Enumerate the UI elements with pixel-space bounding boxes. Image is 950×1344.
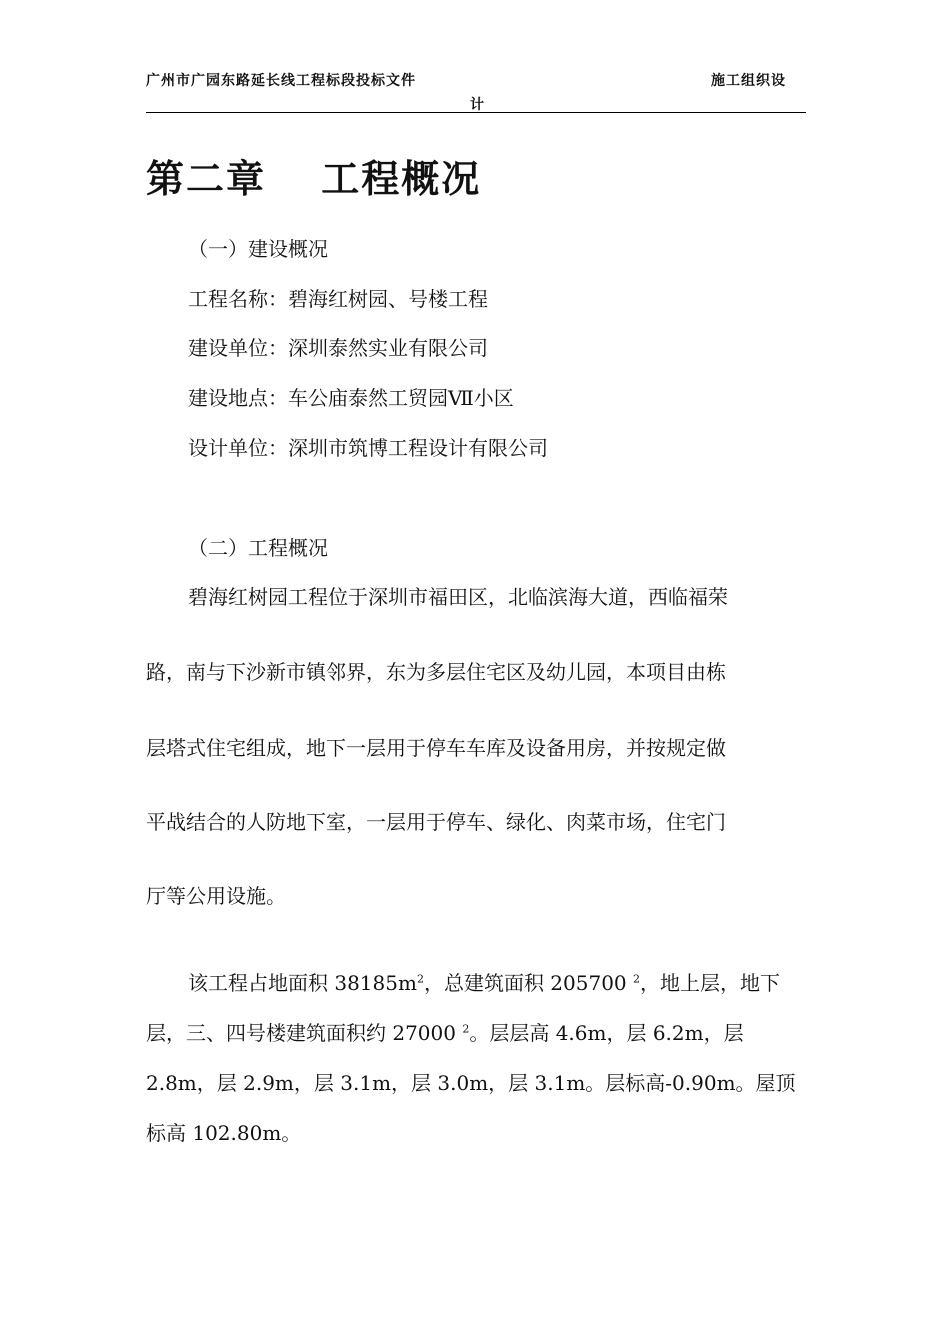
- chapter-title: 第二章 工程概况: [146, 157, 482, 201]
- header-right-title: 施工组织设: [711, 73, 786, 89]
- area-line-2: [146, 1017, 744, 1046]
- section-heading-1: （一）建设概况: [188, 237, 328, 261]
- design-unit: 设计单位：深圳市筑博工程设计有限公司: [188, 436, 548, 460]
- area-text: 层，三、四号楼建筑面积约 27000: [146, 1021, 463, 1045]
- superscript: 2: [462, 1022, 470, 1036]
- project-name: 工程名称：碧海红树园、号楼工程: [188, 287, 488, 311]
- area-line-4: 标高 102.80m。: [146, 1121, 302, 1145]
- area-text: ，地上层，地下: [640, 971, 781, 995]
- overview-line-3: 层塔式住宅组成，地下一层用于停车车库及设备用房，并按规定做: [146, 736, 726, 760]
- area-text: 。层层高 4.6m，层 6.2m，层: [469, 1021, 744, 1045]
- area-text: ，总建筑面积 205700: [423, 971, 634, 995]
- overview-line-4: 平战结合的人防地下室，一层用于停车、绿化、肉菜市场，住宅门: [146, 810, 726, 834]
- owner-unit: 建设单位：深圳泰然实业有限公司: [188, 336, 488, 360]
- superscript: 2: [633, 972, 641, 986]
- area-line-3: 2.8m，层 2.9m，层 3.1m，层 3.0m，层 3.1m。层标高-0.90m。屋顶: [146, 1071, 796, 1095]
- overview-line-1: 碧海红树园工程位于深圳市福田区，北临滨海大道，西临福荣: [188, 585, 728, 609]
- header-rule: [146, 112, 806, 113]
- overview-line-2: 路，南与下沙新市镇邻界，东为多层住宅区及幼儿园，本项目由栋: [146, 660, 726, 684]
- header-wrap-text: 计: [470, 97, 484, 113]
- header-left-title: 广州市广园东路延长线工程标段投标文件: [146, 73, 416, 89]
- area-line-1: [188, 967, 780, 996]
- superscript: 2: [416, 972, 424, 986]
- section-heading-2: （二）工程概况: [188, 536, 328, 560]
- area-text: 该工程占地面积 38185m: [188, 971, 417, 995]
- overview-line-5: 厅等公用设施。: [146, 884, 286, 908]
- site-location: 建设地点：车公庙泰然工贸园Ⅶ小区: [188, 386, 514, 410]
